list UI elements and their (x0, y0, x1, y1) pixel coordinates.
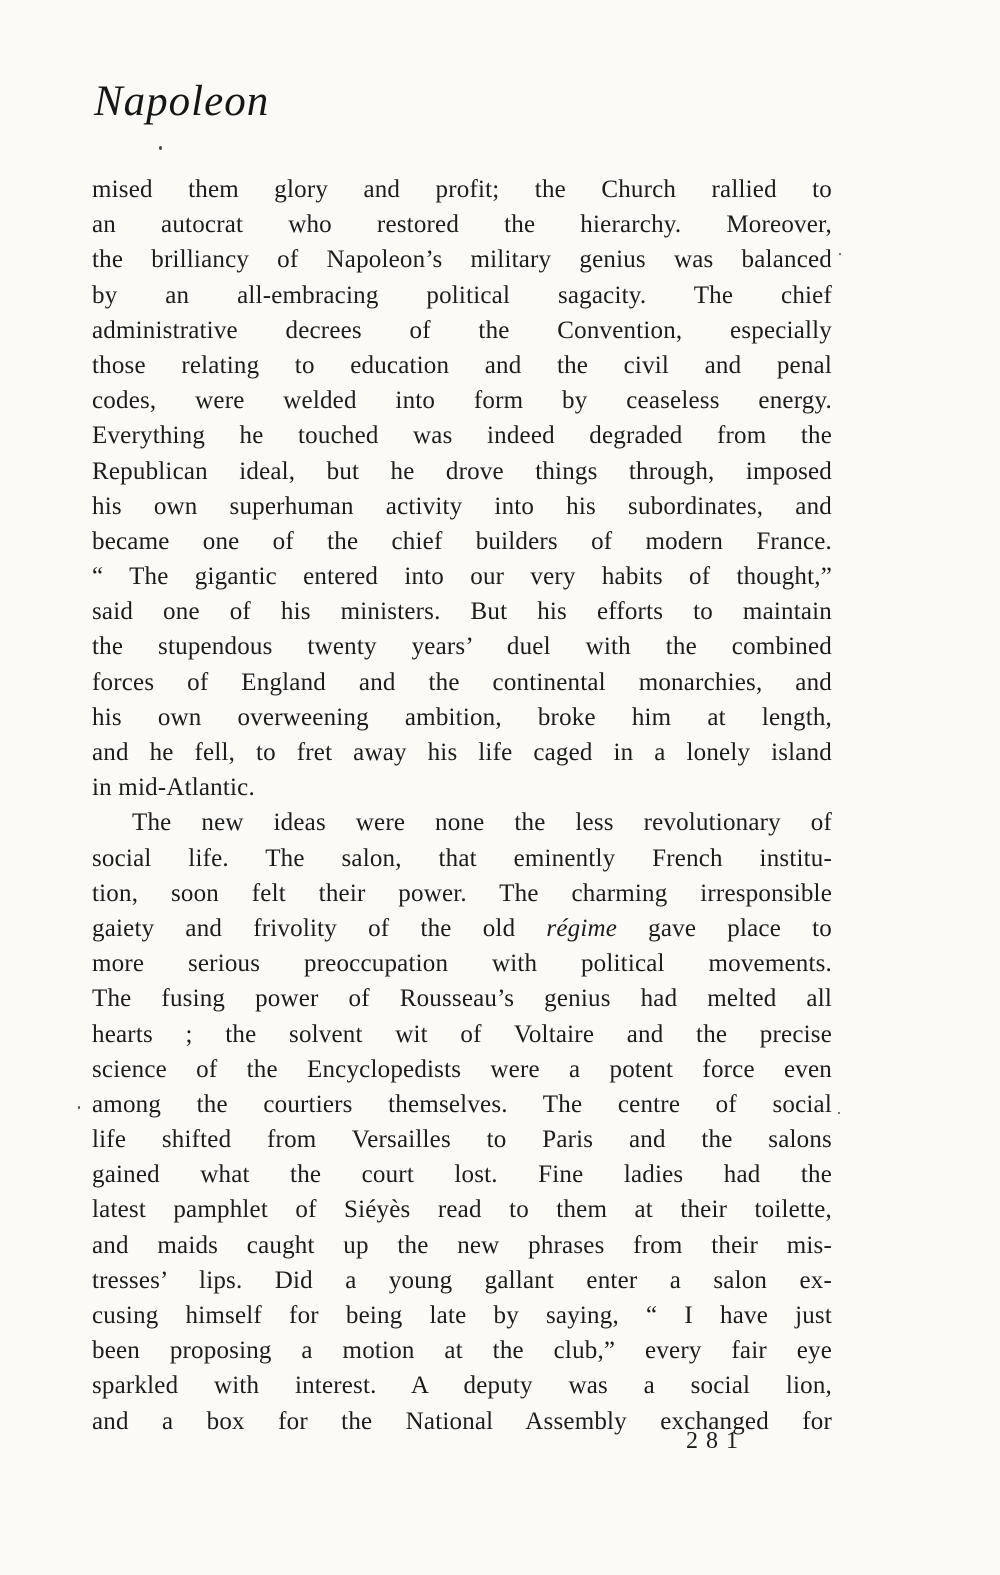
text-line: his own overweening ambition, broke him at length, (92, 703, 832, 731)
text-line: Republican ideal, but he drove things through, imposed (92, 457, 832, 485)
text-line: his own superhuman activity into his subordinates, and (92, 492, 832, 520)
text-line: cusing himself for being late by saying, “ I have just (92, 1302, 832, 1329)
text-line: forces of England and the continental monarchies, and (92, 668, 832, 696)
text-line: those relating to education and the civil and penal (92, 351, 832, 379)
text-line: The new ideas were none the less revolutionary of (132, 809, 832, 837)
text-line: sparkled with interest. A deputy was a social lion, (92, 1372, 832, 1400)
scan-speck (159, 146, 162, 150)
text-line: and he fell, to fret away his life caged in a lonely island (92, 739, 832, 766)
text-line: became one of the chief builders of modern France. (92, 527, 832, 555)
text-line: gaiety and frivolity of the old régime gave place to (92, 914, 832, 942)
text-line: “ The gigantic entered into our very habits of thought,” (92, 563, 832, 591)
text-line: tion, soon felt their power. The charming irresponsible (92, 879, 832, 907)
text-line: said one of his ministers. But his efforts to maintain (92, 598, 832, 626)
text-block (92, 172, 832, 1439)
scan-speck (78, 1106, 80, 1109)
text-line: hearts ; the solvent wit of Voltaire and the precise (92, 1020, 832, 1048)
text-line: life shifted from Versailles to Paris and the salons (92, 1126, 832, 1154)
text-line: an autocrat who restored the hierarchy. Moreover, (92, 211, 832, 239)
text-line: science of the Encyclopedists were a potent force even (92, 1055, 832, 1083)
text-line: among the courtiers themselves. The centre of social (92, 1090, 832, 1118)
text-line: administrative decrees of the Convention, especially (92, 316, 832, 344)
italic-text: régime (546, 914, 618, 942)
text-line: mised them glory and profit; the Church rallied to (92, 176, 832, 203)
scan-speck (838, 1112, 840, 1114)
text-line: and maids caught up the new phrases from their mis- (92, 1231, 832, 1259)
running-head-title: Napoleon (94, 78, 270, 125)
text-line: latest pamphlet of Siéyès read to them at their toilette, (92, 1196, 832, 1224)
text-line: The fusing power of Rousseau’s genius had melted all (92, 985, 832, 1013)
text-line: codes, were welded into form by ceaseless energy. (92, 387, 832, 415)
text-line: the stupendous twenty years’ duel with the combined (92, 633, 832, 661)
text-line: and a box for the National Assembly exchanged for (92, 1407, 832, 1435)
text-line: tresses’ lips. Did a young gallant enter a salon ex- (92, 1266, 832, 1294)
paragraph (92, 172, 832, 805)
scan-speck (839, 253, 841, 255)
text-line: more serious preoccupation with political movements. (92, 950, 832, 978)
text-line: Everything he touched was indeed degraded from the (92, 422, 832, 450)
text-line: been proposing a motion at the club,” every fair eye (92, 1337, 832, 1365)
text-line: by an all-embracing political sagacity. The chief (92, 281, 832, 309)
paragraph (92, 805, 832, 1438)
text-line: gained what the court lost. Fine ladies had the (92, 1161, 832, 1189)
text-line: the brilliancy of Napoleon’s military genius was balanced (92, 246, 832, 274)
text-line: social life. The salon, that eminently French institu- (92, 844, 832, 872)
page-number: 281 (686, 1428, 746, 1454)
text-line: in mid-Atlantic. (92, 774, 255, 802)
